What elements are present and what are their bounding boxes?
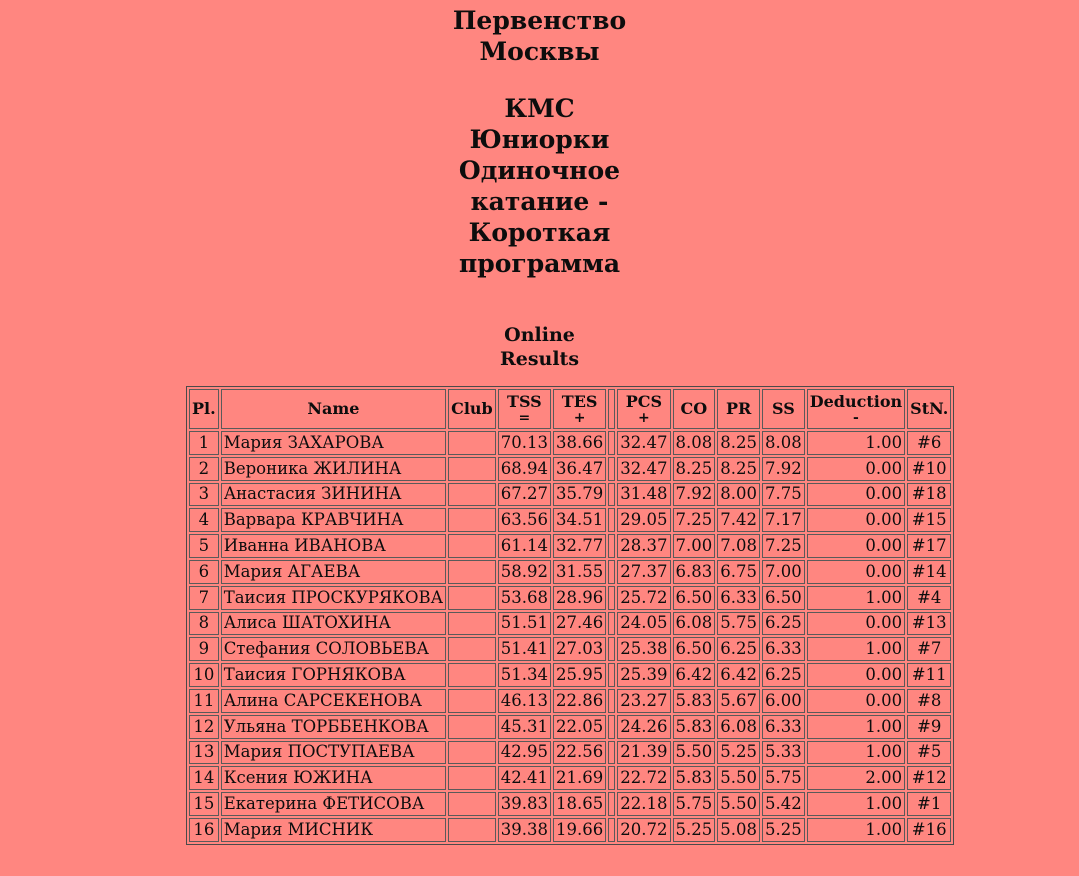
cell-ss: 7.17: [762, 508, 805, 532]
cell-spacer: [608, 534, 615, 558]
cell-name: Ульяна ТОРББЕНКОВА: [221, 715, 446, 739]
cell-deduction: 1.00: [807, 637, 905, 661]
cell-tes: 27.46: [553, 612, 606, 636]
cell-place: 4: [189, 508, 219, 532]
cell-start-number: #18: [907, 483, 951, 507]
cell-co: 5.75: [673, 792, 716, 816]
cell-name: Екатерина ФЕТИСОВА: [221, 792, 446, 816]
cell-place: 11: [189, 689, 219, 713]
cell-pcs: 28.37: [617, 534, 670, 558]
cell-club: [448, 792, 496, 816]
cell-co: 5.25: [673, 818, 716, 842]
cell-pr: 5.50: [717, 792, 760, 816]
cell-spacer: [608, 431, 615, 455]
cell-spacer: [608, 560, 615, 584]
cell-name: Алиса ШАТОХИНА: [221, 612, 446, 636]
cell-spacer: [608, 715, 615, 739]
cell-pcs: 21.39: [617, 741, 670, 765]
category-title: КМС Юниорки Одиночное катание - Короткая программа: [458, 94, 621, 278]
cell-pcs: 25.38: [617, 637, 670, 661]
table-row: [189, 689, 951, 713]
table-row: [189, 741, 951, 765]
cell-co: 6.50: [673, 586, 716, 610]
cell-deduction: 1.00: [807, 792, 905, 816]
cell-co: 8.08: [673, 431, 716, 455]
cell-start-number: #9: [907, 715, 951, 739]
cell-ss: 7.92: [762, 457, 805, 481]
cell-pcs: 25.72: [617, 586, 670, 610]
cell-ss: 7.75: [762, 483, 805, 507]
header-tes-sign: +: [573, 410, 586, 426]
cell-ss: 6.00: [762, 689, 805, 713]
cell-start-number: #17: [907, 534, 951, 558]
table-row: [189, 792, 951, 816]
cell-club: [448, 818, 496, 842]
cell-pcs: 23.27: [617, 689, 670, 713]
results-heading: Online Results: [499, 324, 580, 370]
cell-ss: 5.25: [762, 818, 805, 842]
table-row: [189, 560, 951, 584]
cell-start-number: #5: [907, 741, 951, 765]
cell-club: [448, 560, 496, 584]
cell-club: [448, 457, 496, 481]
cell-name: Иванна ИВАНОВА: [221, 534, 446, 558]
cell-pr: 6.75: [717, 560, 760, 584]
cell-ss: 6.25: [762, 663, 805, 687]
header-tss-label: TSS: [507, 392, 542, 411]
cell-spacer: [608, 663, 615, 687]
cell-start-number: #7: [907, 637, 951, 661]
cell-spacer: [608, 483, 615, 507]
cell-name: Мария АГАЕВА: [221, 560, 446, 584]
header-start-number: StN.: [907, 389, 951, 429]
cell-club: [448, 612, 496, 636]
cell-start-number: #13: [907, 612, 951, 636]
cell-name: Варвара КРАВЧИНА: [221, 508, 446, 532]
cell-tss: 68.94: [498, 457, 551, 481]
cell-name: Мария ЗАХАРОВА: [221, 431, 446, 455]
header-pr: PR: [717, 389, 760, 429]
cell-place: 13: [189, 741, 219, 765]
cell-place: 12: [189, 715, 219, 739]
cell-place: 8: [189, 612, 219, 636]
cell-tes: 22.05: [553, 715, 606, 739]
cell-ss: 5.33: [762, 741, 805, 765]
cell-co: 5.83: [673, 766, 716, 790]
cell-co: 8.25: [673, 457, 716, 481]
cell-club: [448, 586, 496, 610]
header-ss: SS: [762, 389, 805, 429]
cell-spacer: [608, 766, 615, 790]
cell-name: Анастасия ЗИНИНА: [221, 483, 446, 507]
header-tss: [498, 389, 551, 429]
cell-place: 3: [189, 483, 219, 507]
cell-pr: 8.25: [717, 431, 760, 455]
cell-place: 15: [189, 792, 219, 816]
cell-place: 9: [189, 637, 219, 661]
cell-ss: 8.08: [762, 431, 805, 455]
cell-deduction: 0.00: [807, 612, 905, 636]
cell-tss: 70.13: [498, 431, 551, 455]
cell-pr: 8.00: [717, 483, 760, 507]
cell-club: [448, 534, 496, 558]
cell-spacer: [608, 818, 615, 842]
cell-co: 6.08: [673, 612, 716, 636]
cell-deduction: 0.00: [807, 483, 905, 507]
cell-tss: 42.41: [498, 766, 551, 790]
table-row: [189, 586, 951, 610]
cell-ss: 6.50: [762, 586, 805, 610]
cell-pcs: 32.47: [617, 431, 670, 455]
cell-co: 5.83: [673, 689, 716, 713]
cell-deduction: 1.00: [807, 431, 905, 455]
cell-spacer: [608, 612, 615, 636]
cell-spacer: [608, 792, 615, 816]
event-title: Первенство Москвы: [452, 6, 627, 66]
cell-deduction: 1.00: [807, 715, 905, 739]
cell-pcs: 24.26: [617, 715, 670, 739]
cell-ss: 5.75: [762, 766, 805, 790]
cell-co: 7.92: [673, 483, 716, 507]
cell-club: [448, 741, 496, 765]
cell-tes: 35.79: [553, 483, 606, 507]
cell-pr: 5.08: [717, 818, 760, 842]
cell-start-number: #6: [907, 431, 951, 455]
table-row: [189, 637, 951, 661]
cell-pcs: 32.47: [617, 457, 670, 481]
cell-deduction: 0.00: [807, 689, 905, 713]
table-row: [189, 534, 951, 558]
table-row: [189, 663, 951, 687]
cell-deduction: 1.00: [807, 818, 905, 842]
table-row: [189, 818, 951, 842]
cell-tes: 18.65: [553, 792, 606, 816]
cell-place: 16: [189, 818, 219, 842]
cell-start-number: #15: [907, 508, 951, 532]
header-club: Club: [448, 389, 496, 429]
cell-pcs: 22.72: [617, 766, 670, 790]
cell-pcs: 25.39: [617, 663, 670, 687]
cell-club: [448, 483, 496, 507]
cell-name: Алина САРСЕКЕНОВА: [221, 689, 446, 713]
header-spacer: [608, 389, 615, 429]
cell-start-number: #10: [907, 457, 951, 481]
cell-name: Стефания СОЛОВЬЕВА: [221, 637, 446, 661]
header-tes: [553, 389, 606, 429]
cell-start-number: #12: [907, 766, 951, 790]
cell-club: [448, 766, 496, 790]
cell-ss: 7.25: [762, 534, 805, 558]
cell-tss: 42.95: [498, 741, 551, 765]
cell-pcs: 24.05: [617, 612, 670, 636]
cell-name: Таисия ПРОСКУРЯКОВА: [221, 586, 446, 610]
cell-tes: 34.51: [553, 508, 606, 532]
header-co: CO: [673, 389, 716, 429]
cell-tes: 27.03: [553, 637, 606, 661]
cell-tes: 28.96: [553, 586, 606, 610]
cell-start-number: #1: [907, 792, 951, 816]
cell-pr: 5.50: [717, 766, 760, 790]
table-row: [189, 766, 951, 790]
cell-pcs: 22.18: [617, 792, 670, 816]
header-deduction: [807, 389, 905, 429]
cell-co: 5.83: [673, 715, 716, 739]
header-tes-label: TES: [561, 392, 598, 411]
cell-tes: 25.95: [553, 663, 606, 687]
results-table: [186, 386, 954, 845]
cell-pr: 6.33: [717, 586, 760, 610]
cell-club: [448, 508, 496, 532]
cell-tes: 38.66: [553, 431, 606, 455]
cell-pr: 6.08: [717, 715, 760, 739]
cell-pr: 5.75: [717, 612, 760, 636]
cell-spacer: [608, 586, 615, 610]
cell-deduction: 2.00: [807, 766, 905, 790]
cell-tss: 61.14: [498, 534, 551, 558]
cell-place: 5: [189, 534, 219, 558]
cell-spacer: [608, 689, 615, 713]
header-pcs-label: PCS: [625, 392, 663, 411]
cell-tes: 22.56: [553, 741, 606, 765]
cell-pr: 5.25: [717, 741, 760, 765]
cell-deduction: 0.00: [807, 560, 905, 584]
cell-tes: 22.86: [553, 689, 606, 713]
header-name: Name: [221, 389, 446, 429]
cell-pcs: 20.72: [617, 818, 670, 842]
header-tss-sign: =: [518, 410, 531, 426]
cell-start-number: #16: [907, 818, 951, 842]
cell-tss: 45.31: [498, 715, 551, 739]
cell-tes: 19.66: [553, 818, 606, 842]
cell-pr: 5.67: [717, 689, 760, 713]
cell-place: 7: [189, 586, 219, 610]
cell-co: 6.83: [673, 560, 716, 584]
cell-pr: 7.08: [717, 534, 760, 558]
cell-ss: 5.42: [762, 792, 805, 816]
cell-club: [448, 715, 496, 739]
header-deduction-sign: -: [853, 410, 859, 426]
cell-tss: 67.27: [498, 483, 551, 507]
cell-pcs: 27.37: [617, 560, 670, 584]
cell-tss: 58.92: [498, 560, 551, 584]
cell-tes: 32.77: [553, 534, 606, 558]
cell-start-number: #8: [907, 689, 951, 713]
table-row: [189, 431, 951, 455]
cell-tss: 39.83: [498, 792, 551, 816]
cell-tss: 51.41: [498, 637, 551, 661]
cell-tes: 36.47: [553, 457, 606, 481]
cell-pr: 6.25: [717, 637, 760, 661]
cell-ss: 6.25: [762, 612, 805, 636]
cell-tss: 46.13: [498, 689, 551, 713]
cell-tes: 21.69: [553, 766, 606, 790]
cell-place: 14: [189, 766, 219, 790]
cell-co: 5.50: [673, 741, 716, 765]
table-header-row: [189, 389, 951, 429]
cell-spacer: [608, 457, 615, 481]
cell-tss: 51.51: [498, 612, 551, 636]
header-pcs: [617, 389, 670, 429]
cell-place: 6: [189, 560, 219, 584]
cell-pr: 6.42: [717, 663, 760, 687]
cell-spacer: [608, 508, 615, 532]
cell-deduction: 0.00: [807, 534, 905, 558]
cell-name: Ксения ЮЖИНА: [221, 766, 446, 790]
cell-pr: 8.25: [717, 457, 760, 481]
cell-name: Вероника ЖИЛИНА: [221, 457, 446, 481]
cell-deduction: 1.00: [807, 741, 905, 765]
cell-deduction: 0.00: [807, 508, 905, 532]
cell-club: [448, 689, 496, 713]
cell-name: Мария ПОСТУПАЕВА: [221, 741, 446, 765]
cell-tss: 63.56: [498, 508, 551, 532]
table-row: [189, 612, 951, 636]
cell-start-number: #4: [907, 586, 951, 610]
cell-tes: 31.55: [553, 560, 606, 584]
table-row: [189, 457, 951, 481]
cell-start-number: #14: [907, 560, 951, 584]
cell-name: Мария МИСНИК: [221, 818, 446, 842]
cell-club: [448, 637, 496, 661]
cell-co: 7.00: [673, 534, 716, 558]
cell-tss: 53.68: [498, 586, 551, 610]
cell-co: 6.50: [673, 637, 716, 661]
table-row: [189, 715, 951, 739]
cell-spacer: [608, 741, 615, 765]
cell-name: Таисия ГОРНЯКОВА: [221, 663, 446, 687]
cell-pcs: 29.05: [617, 508, 670, 532]
cell-pr: 7.42: [717, 508, 760, 532]
cell-deduction: 1.00: [807, 586, 905, 610]
header-pcs-sign: +: [638, 410, 650, 426]
header-deduction-label: Deduction: [809, 392, 903, 411]
results-body: [189, 431, 951, 842]
cell-ss: 6.33: [762, 637, 805, 661]
cell-spacer: [608, 637, 615, 661]
cell-place: 10: [189, 663, 219, 687]
cell-ss: 6.33: [762, 715, 805, 739]
cell-deduction: 0.00: [807, 663, 905, 687]
cell-deduction: 0.00: [807, 457, 905, 481]
cell-tss: 51.34: [498, 663, 551, 687]
cell-start-number: #11: [907, 663, 951, 687]
cell-ss: 7.00: [762, 560, 805, 584]
cell-tss: 39.38: [498, 818, 551, 842]
table-row: [189, 483, 951, 507]
cell-club: [448, 663, 496, 687]
cell-club: [448, 431, 496, 455]
cell-pcs: 31.48: [617, 483, 670, 507]
cell-co: 6.42: [673, 663, 716, 687]
table-row: [189, 508, 951, 532]
cell-place: 2: [189, 457, 219, 481]
header-place: Pl.: [189, 389, 219, 429]
cell-co: 7.25: [673, 508, 716, 532]
cell-place: 1: [189, 431, 219, 455]
